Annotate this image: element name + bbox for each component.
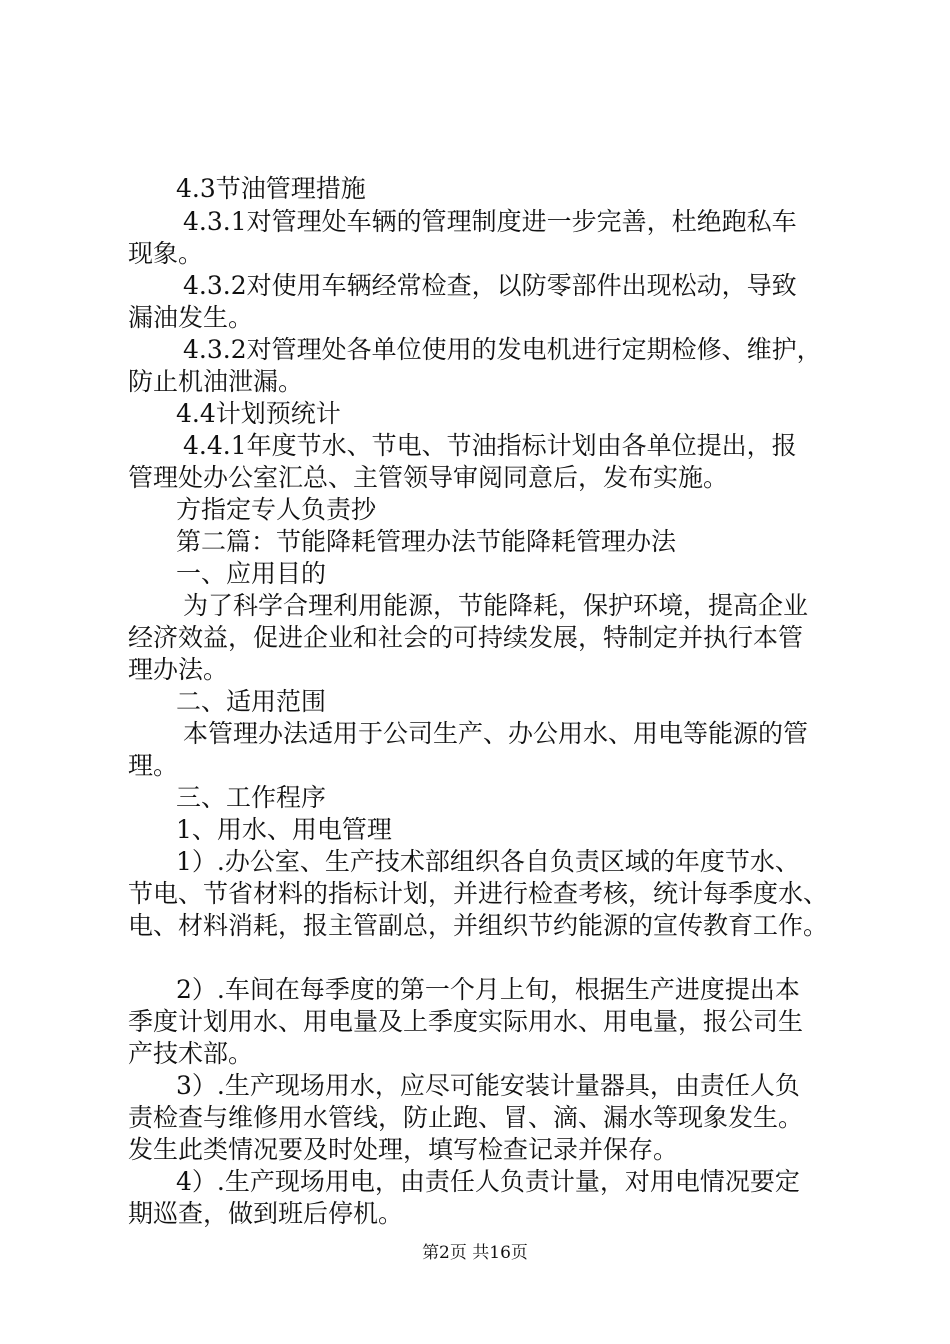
paragraph-line: 发生此类情况要及时处理，填写检查记录并保存。 [128,1135,679,1164]
section-heading: 二、适用范围 [176,687,327,716]
paragraph-line: 管理处办公室汇总、主管领导审阅同意后，发布实施。 [128,463,729,492]
paragraph-line: 理办法。 [128,655,229,684]
paragraph-line: 理。 [128,751,179,780]
page-number-footer: 第2页 共16页 [422,1243,528,1263]
paragraph-line: 为了科学合理利用能源，节能降耗，保护环境，提高企业 [183,591,809,620]
paragraph-line: 4.3.1对管理处车辆的管理制度进一步完善，杜绝跑私车 [183,207,797,236]
paragraph-line: 责检查与维修用水管线，防止跑、冒、滴、漏水等现象发生。 [128,1103,804,1132]
paragraph-line: 2）.车间在每季度的第一个月上旬，根据生产进度提出本 [176,975,800,1004]
paragraph-line: 4.3.2对管理处各单位使用的发电机进行定期检修、维护， [183,335,822,364]
chapter-title: 第二篇：节能降耗管理办法节能降耗管理办法 [176,527,677,556]
paragraph-line: 本管理办法适用于公司生产、办公用水、用电等能源的管 [183,719,809,748]
paragraph-line: 3）.生产现场用水，应尽可能安装计量器具，由责任人负 [176,1071,800,1100]
paragraph-line: 现象。 [128,239,204,268]
paragraph-line: 经济效益，促进企业和社会的可持续发展，特制定并执行本管 [128,623,804,652]
paragraph-line: 防止机油泄漏。 [128,367,304,396]
section-heading: 一、应用目的 [176,559,327,588]
section-heading: 4.3节油管理措施 [176,174,366,203]
paragraph-line: 漏油发生。 [128,303,254,332]
section-heading: 三、工作程序 [176,783,327,812]
paragraph-line: 电、材料消耗，报主管副总，并组织节约能源的宣传教育工作。 [128,911,829,940]
paragraph-line: 季度计划用水、用电量及上季度实际用水、用电量，报公司生 [128,1007,804,1036]
section-heading: 4.4计划预统计 [176,399,341,428]
paragraph-line: 4）.生产现场用电，由责任人负责计量，对用电情况要定 [176,1167,800,1196]
paragraph-line: 4.3.2对使用车辆经常检查，以防零部件出现松动，导致 [183,271,797,300]
paragraph-line: 节电、节省材料的指标计划，并进行检查考核，统计每季度水、 [128,879,829,908]
paragraph-line: 产技术部。 [128,1039,254,1068]
paragraph-line: 期巡查，做到班后停机。 [128,1199,404,1228]
subsection-heading: 1、用水、用电管理 [176,815,392,844]
paragraph-line: 4.4.1年度节水、节电、节油指标计划由各单位提出，报 [183,431,797,460]
paragraph-line: 1）.办公室、生产技术部组织各自负责区域的年度节水、 [176,847,800,876]
paragraph-line: 方指定专人负责抄 [176,495,377,524]
